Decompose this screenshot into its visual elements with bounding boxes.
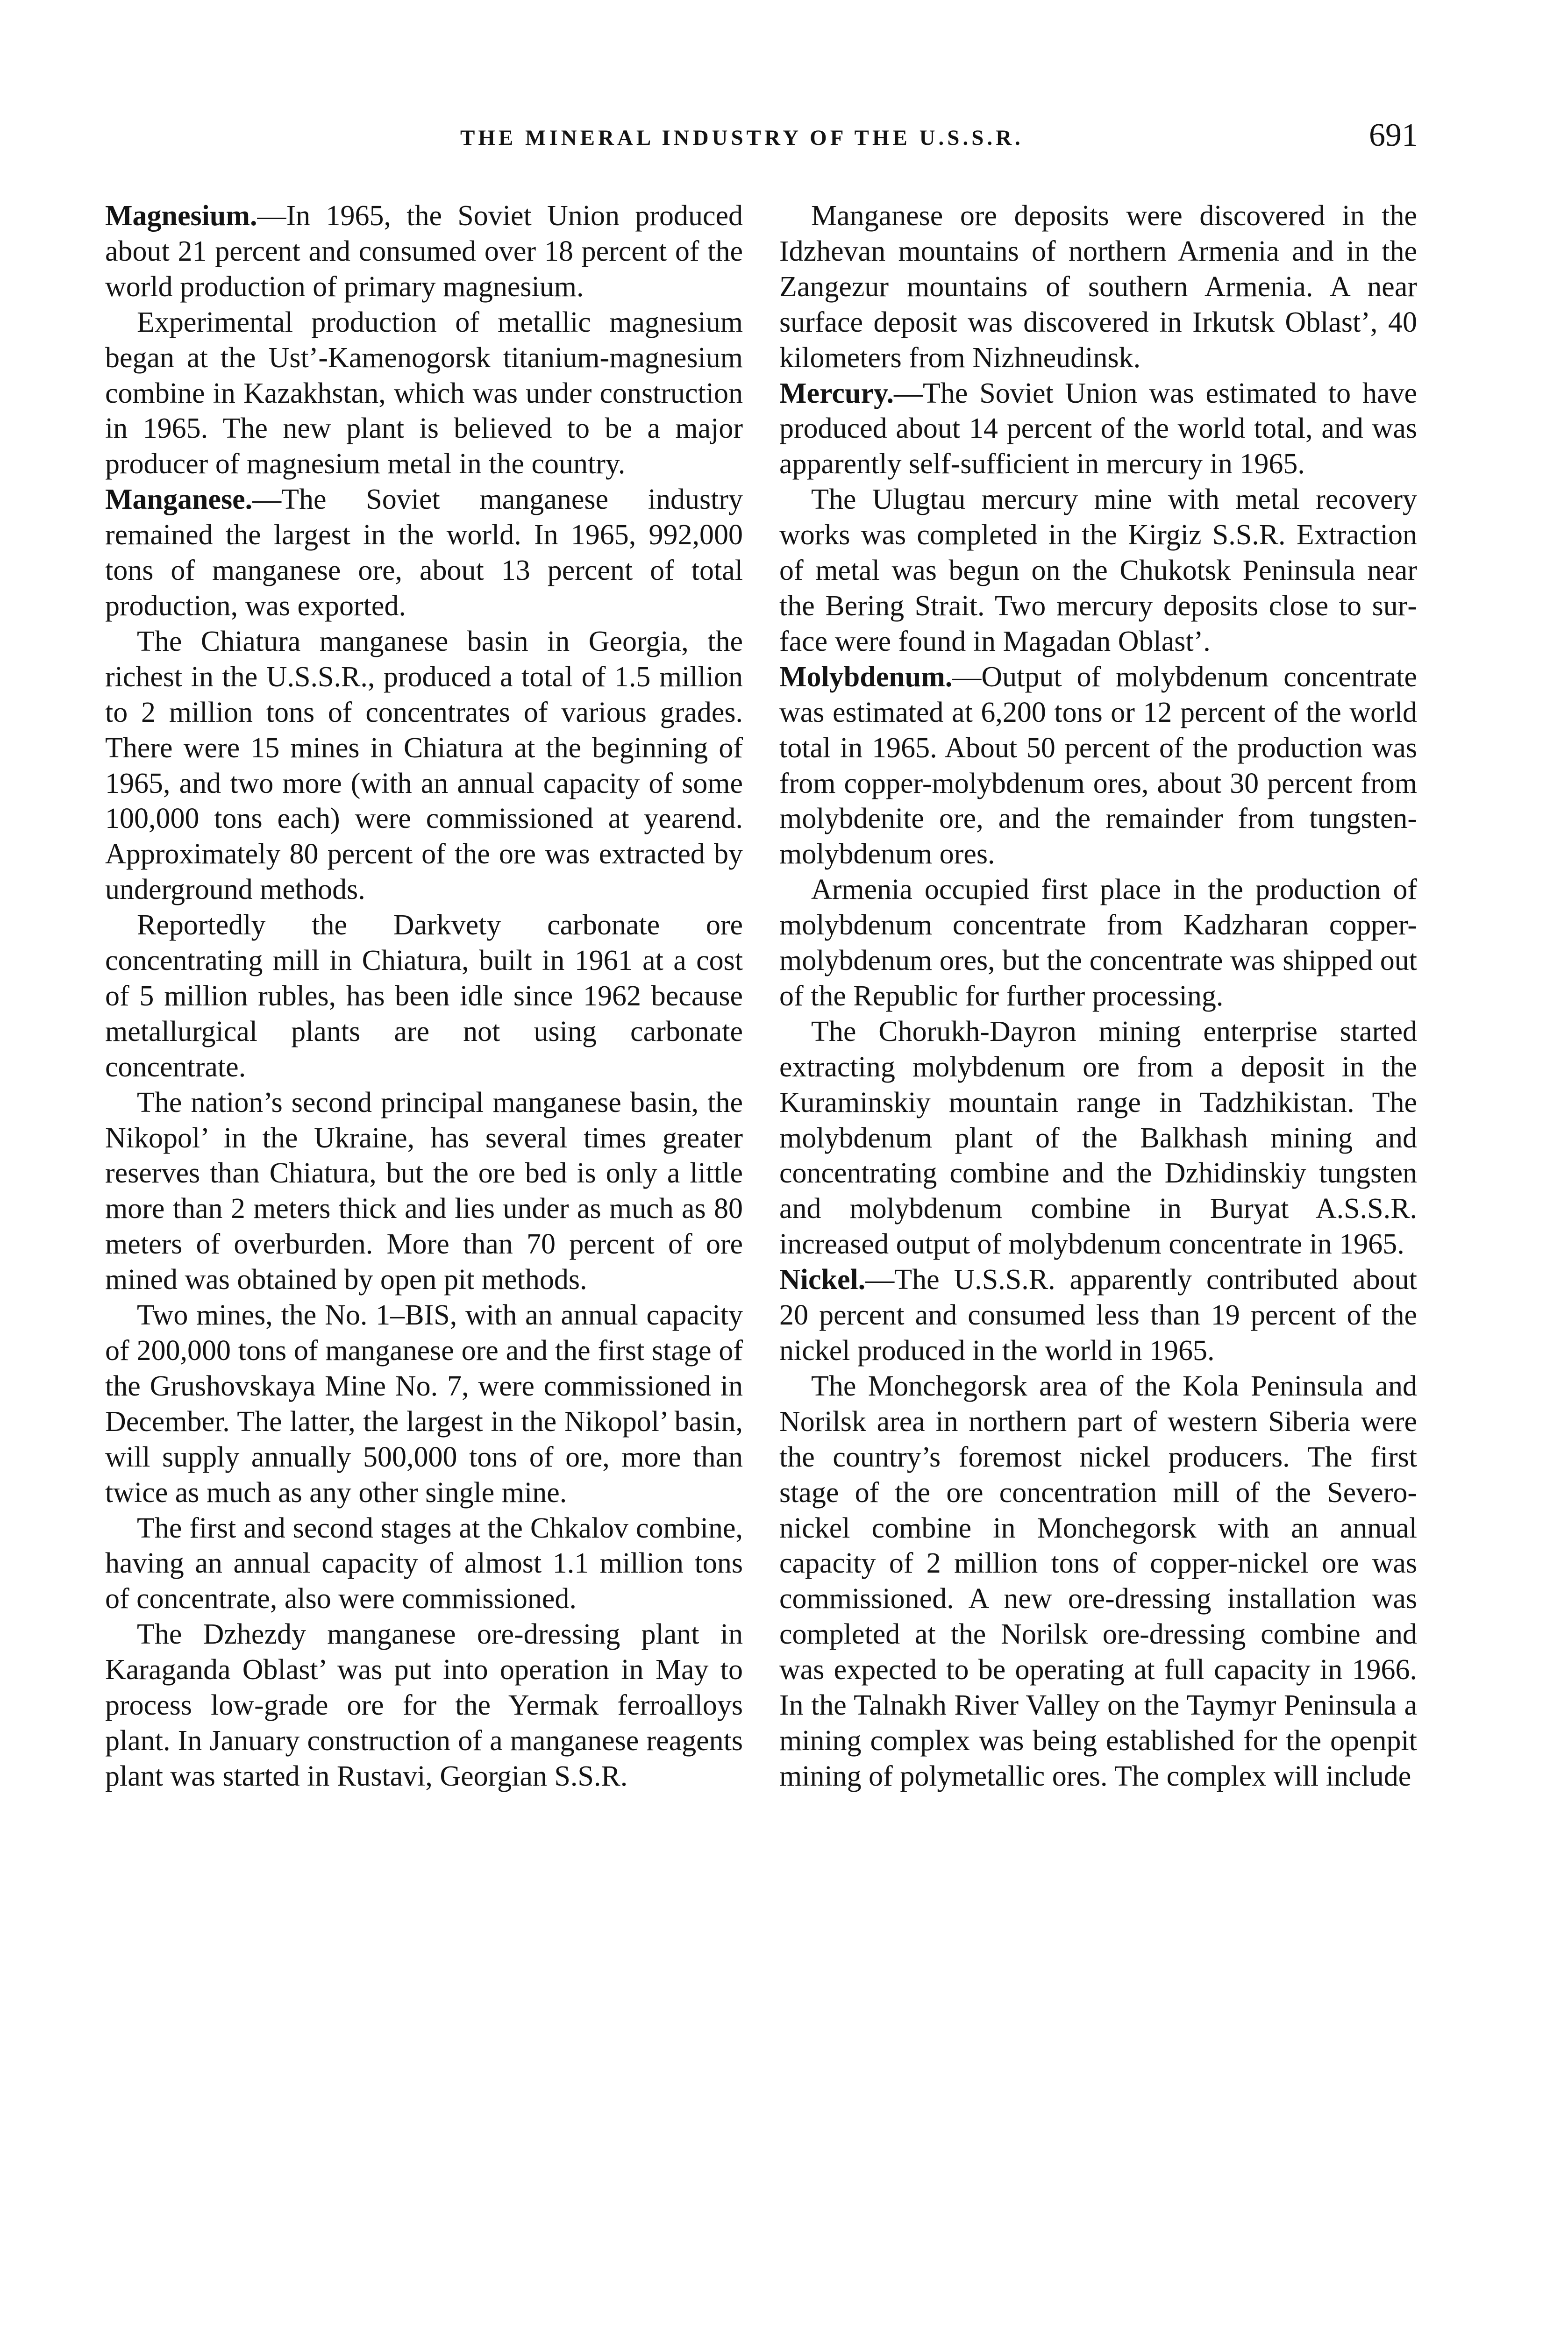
paragraph-mercury [779,376,1417,483]
paragraph: Two mines, the No. 1–BIS, with an annual capacity of 200,000 tons of manganese ore and the first stage of the Grushovskaya Mine No. 7, were commissioned in December. The latter, the largest in the Nikopol’ basin, will supply annually 500,000 tons of ore, more than twice as much as any other single mine. [105,1299,743,1509]
paragraph-molybdenum [779,660,1417,872]
paragraph: Reportedly the Darkvety carbonate ore concentrating mill in Chiatura, built in 1961 at a cost of 5 million rubles, has been idle since 1962 because metallurgical plants are not using carbonate concentrate. [105,909,743,1083]
paragraph-magnesium [105,199,743,305]
paragraph-text: —Output of molybdenum concentrate was estimated at 6,200 tons or 12 percent of the world total in 1965. About 50 percent of the production was from copper-molybdenum ores, about 30 percent from molybdenite ore, and the remainder from tungsten-molybdenum ores. [779,661,1417,870]
left-column [105,199,743,1795]
paragraph: Armenia occupied first place in the production of molybdenum concentrate from Kadzharan copper-molybdenum ores, but the concentrate was shipped out of the Republic for further processing. [779,874,1417,1012]
paragraph: The nation’s second principal manganese basin, the Nikopol’ in the Ukraine, has several times greater reserves than Chiatura, but the ore bed is only a little more than 2 meters thick and lies under as much as 80 meters of overburden. More than 70 percent of ore mined was obtained by open pit methods. [105,1086,743,1296]
paragraph-text: —In 1965, the Soviet Union produced about 21 percent and consumed over 18 percent of the world production of primary magnesium. [105,200,743,303]
paragraph-text: —The Soviet Union was estimated to have produced about 14 percent of the world total, and was apparently self-sufficient in mercury in 1965. [779,377,1417,480]
section-heading-manganese: Manganese. [105,484,253,516]
paragraph: The Monchegorsk area of the Kola Peninsula and Norilsk area in northern part of western Siberia were the country’s foremost nickel producers. The first stage of the ore concentration mill of the Severo-nickel combine in Monchegorsk with an annual capacity of 2 million tons of copper-nickel ore was commissioned. A new ore-dressing installation was completed at the Norilsk ore-dressing combine and was expected to be operating at full capacity in 1966. In the Talnakh River Valley on the Taymyr Peninsula a mining complex was being established for the openpit mining of polymetallic ores. The complex will include [779,1370,1417,1792]
paragraph-text: —The U.S.S.R. apparently contributed about 20 percent and consumed less than 19 percent of the nickel produced in the world in 1965. [779,1264,1417,1367]
paragraph: Manganese ore deposits were discovered in the Idzhevan mountains of northern Armenia and in the Zangezur mountains of southern Armenia. A near surface deposit was discovered in Irkutsk Oblast’, 40 kilometers from Nizhneudinsk. [779,200,1417,374]
paragraph: The Chiatura manganese basin in Georgia, the richest in the U.S.S.R., produced a total of 1.5 million to 2 million tons of concentrates of various grades. There were 15 mines in Chiatura at the beginning of 1965, and two more (with an annual capacity of some 100,000 tons each) were commissioned at yearend. Approximately 80 percent of the ore was extracted by underground methods. [105,625,743,906]
right-column [779,199,1417,1795]
paragraph-text: —The Soviet manganese industry remained the largest in the world. In 1965, 992,000 tons of manganese ore, about 13 percent of total production, was exported. [105,484,743,622]
running-head: THE MINERAL INDUSTRY OF THE U.S.S.R. [460,126,1024,150]
section-heading-mercury: Mercury. [779,377,894,409]
page-number: 691 [1369,117,1418,153]
paragraph-nickel [779,1262,1417,1369]
paragraph: The Ulugtau mercury mine with metal recovery works was completed in the Kirgiz S.S.R. Extraction of metal was begun on the Chukotsk Peninsula near the Bering Strait. Two mercury deposits close to surface were found in Magadan Oblast’. [779,484,1417,657]
paragraph: The first and second stages at the Chkalov combine, having an annual capacity of almost 1.1 million tons of concentrate, also were commissioned. [105,1512,743,1615]
section-heading-magnesium: Magnesium. [105,200,257,232]
paragraph: Experimental production of metallic magnesium began at the Ust’-Kamenogorsk titanium-magnesium combine in Kazakhstan, which was under construction in 1965. The new plant is believed to be a major producer of magnesium metal in the country. [105,306,743,480]
section-heading-nickel: Nickel. [779,1264,866,1296]
paragraph: The Chorukh-Dayron mining enterprise started extracting molybdenum ore from a deposit in the Kuraminskiy mountain range in Tadzhikistan. The molybdenum plant of the Balkhash mining and concentrating combine and the Dzhidinskiy tungsten and molybdenum combine in Buryat A.S.S.R. increased output of molybdenum concentrate in 1965. [779,1015,1417,1261]
section-heading-molybdenum: Molybdenum. [779,661,953,693]
paragraph: The Dzhezdy manganese ore-dressing plant in Karaganda Oblast’ was put into operation in May to process low-grade ore for the Yermak ferroalloys plant. In January construction of a manganese reagents plant was started in Rustavi, Georgian S.S.R. [105,1618,743,1792]
paragraph-manganese [105,482,743,624]
